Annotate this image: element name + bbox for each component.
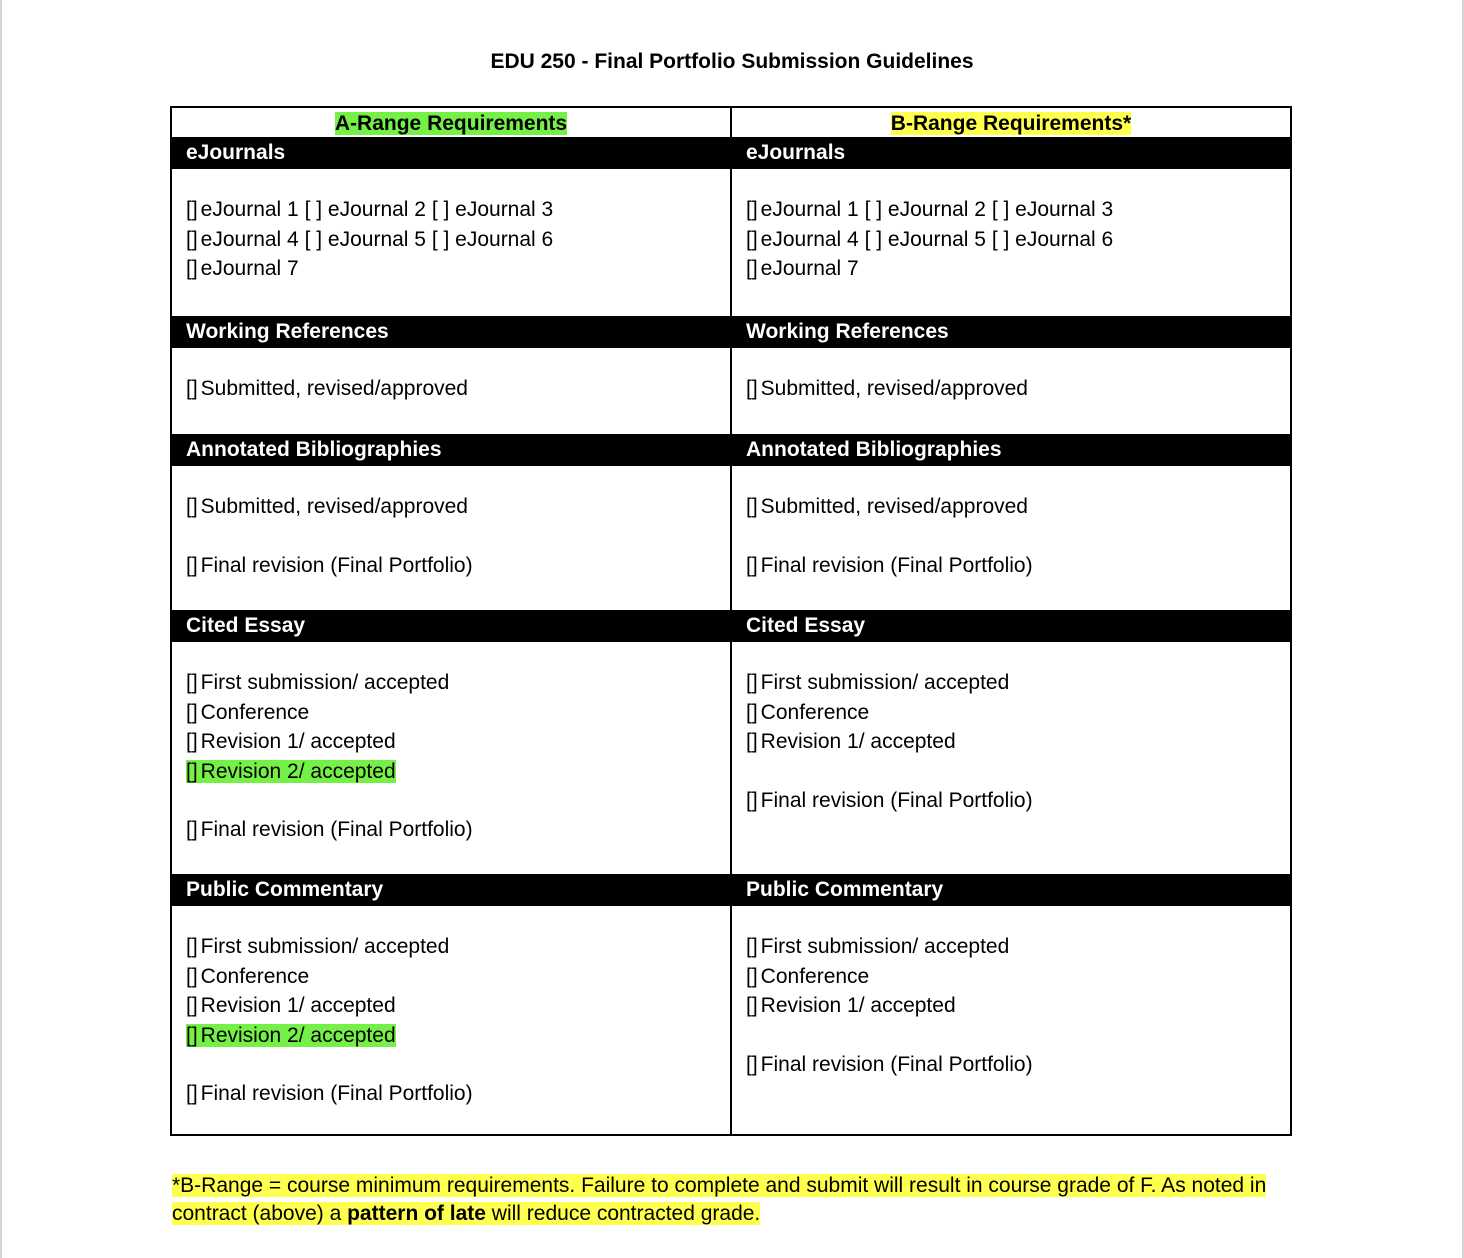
checkbox[interactable]: [] <box>186 495 198 518</box>
checkbox[interactable]: [] <box>186 818 198 841</box>
section-heading: Annotated Bibliographies <box>172 434 730 466</box>
requirement-item: Submitted, revised/approved <box>760 377 1028 400</box>
requirement-item: Final revision (Final Portfolio) <box>200 1082 473 1105</box>
footnote-text: *B-Range = course minimum requirements. Failure to complete and submit will result in course grade of F. As noted in contract (above) a <box>172 1174 1267 1225</box>
checkbox[interactable]: [] <box>186 964 198 988</box>
checkbox[interactable]: [] <box>186 227 198 251</box>
checkbox[interactable]: [] <box>746 700 758 724</box>
section-heading: eJournals <box>732 137 1290 169</box>
requirement-item: Revision 1/ accepted <box>200 994 396 1017</box>
section-heading: Cited Essay <box>172 610 730 642</box>
checkbox[interactable]: [] <box>746 671 758 694</box>
requirement-item: Revision 1/ accepted <box>760 730 956 753</box>
checkbox[interactable]: [] <box>186 1023 198 1047</box>
section-heading: Public Commentary <box>172 874 730 906</box>
requirement-item: Conference <box>200 964 310 988</box>
section-heading: Annotated Bibliographies <box>732 434 1290 466</box>
footnote-highlight <box>172 1174 1266 1225</box>
footnote-text-end: will reduce contracted grade. <box>485 1202 761 1225</box>
requirement-item: First submission/ accepted <box>760 671 1010 694</box>
requirement-item: Final revision (Final Portfolio) <box>760 1052 1033 1076</box>
section-public-commentary <box>171 874 1291 1135</box>
checkbox[interactable]: [] <box>186 198 198 221</box>
requirement-item: Submitted, revised/approved <box>760 495 1028 518</box>
requirement-item: Final revision (Final Portfolio) <box>760 788 1033 812</box>
requirement-item: Final revision (Final Portfolio) <box>200 818 473 841</box>
checkbox[interactable]: [] <box>746 257 758 280</box>
requirement-item: First submission/ accepted <box>760 935 1010 958</box>
checkbox[interactable]: [] <box>186 1082 198 1105</box>
checkbox[interactable]: [] <box>746 964 758 988</box>
requirement-item: Revision 1/ accepted <box>760 994 956 1017</box>
page-title: EDU 250 - Final Portfolio Submission Guidelines <box>490 50 974 73</box>
checkbox[interactable]: [] <box>186 671 198 694</box>
requirement-item: Conference <box>760 964 870 988</box>
checkbox[interactable]: [] <box>746 495 758 518</box>
requirement-item: Submitted, revised/approved <box>200 495 468 518</box>
b-range-header: B-Range Requirements* <box>890 112 1132 135</box>
checkbox[interactable]: [] <box>746 994 758 1017</box>
page-edge-left <box>0 0 2 1258</box>
checkbox[interactable]: [] <box>746 227 758 251</box>
footnote <box>172 1172 1292 1228</box>
checkbox[interactable]: [] <box>746 730 758 753</box>
section-heading: eJournals <box>172 137 730 169</box>
section-heading: Working References <box>172 316 730 348</box>
checkbox[interactable]: [] <box>746 935 758 958</box>
checkbox[interactable]: [] <box>186 730 198 753</box>
checkbox[interactable]: [] <box>746 377 758 400</box>
ejournal-line-3: eJournal 7 <box>200 257 299 280</box>
requirement-item: Revision 2/ accepted <box>200 1023 396 1047</box>
checkbox[interactable]: [] <box>186 377 198 400</box>
requirement-item: First submission/ accepted <box>200 935 450 958</box>
checkbox[interactable]: [] <box>186 257 198 280</box>
revision-2-highlight <box>186 1024 396 1047</box>
section-annotated-bibliographies <box>171 434 1291 610</box>
ejournal-line-3: eJournal 7 <box>760 257 859 280</box>
ejournal-line-1: eJournal 1 [ ] eJournal 2 [ ] eJournal 3 <box>760 198 1114 221</box>
requirement-item: Submitted, revised/approved <box>200 377 468 400</box>
requirements-table <box>170 106 1292 1136</box>
revision-2-highlight <box>186 760 396 783</box>
footnote-bold: pattern of late <box>347 1202 486 1225</box>
section-cited-essay <box>171 610 1291 874</box>
section-working-references <box>171 316 1291 434</box>
checkbox[interactable]: [] <box>746 198 758 221</box>
section-ejournals <box>171 137 1291 316</box>
checkbox[interactable]: [] <box>186 700 198 724</box>
checkbox[interactable]: [] <box>186 553 198 577</box>
requirement-item: Revision 1/ accepted <box>200 730 396 753</box>
section-heading: Public Commentary <box>732 874 1290 906</box>
section-heading: Working References <box>732 316 1290 348</box>
ejournal-line-2: eJournal 4 [ ] eJournal 5 [ ] eJournal 6 <box>200 227 554 251</box>
requirement-item: Revision 2/ accepted <box>200 759 396 783</box>
requirement-item: Conference <box>760 700 870 724</box>
ejournal-line-1: eJournal 1 [ ] eJournal 2 [ ] eJournal 3 <box>200 198 554 221</box>
requirement-item: First submission/ accepted <box>200 671 450 694</box>
checkbox[interactable]: [] <box>746 788 758 812</box>
checkbox[interactable]: [] <box>186 994 198 1017</box>
column-header-row <box>171 107 1291 137</box>
ejournal-line-2: eJournal 4 [ ] eJournal 5 [ ] eJournal 6 <box>760 227 1114 251</box>
requirement-item: Final revision (Final Portfolio) <box>760 553 1033 577</box>
checkbox[interactable]: [] <box>186 935 198 958</box>
section-heading: Cited Essay <box>732 610 1290 642</box>
checkbox[interactable]: [] <box>186 759 198 783</box>
requirement-item: Final revision (Final Portfolio) <box>200 553 473 577</box>
a-range-header: A-Range Requirements <box>334 112 568 135</box>
checkbox[interactable]: [] <box>746 553 758 577</box>
requirement-item: Conference <box>200 700 310 724</box>
checkbox[interactable]: [] <box>746 1052 758 1076</box>
